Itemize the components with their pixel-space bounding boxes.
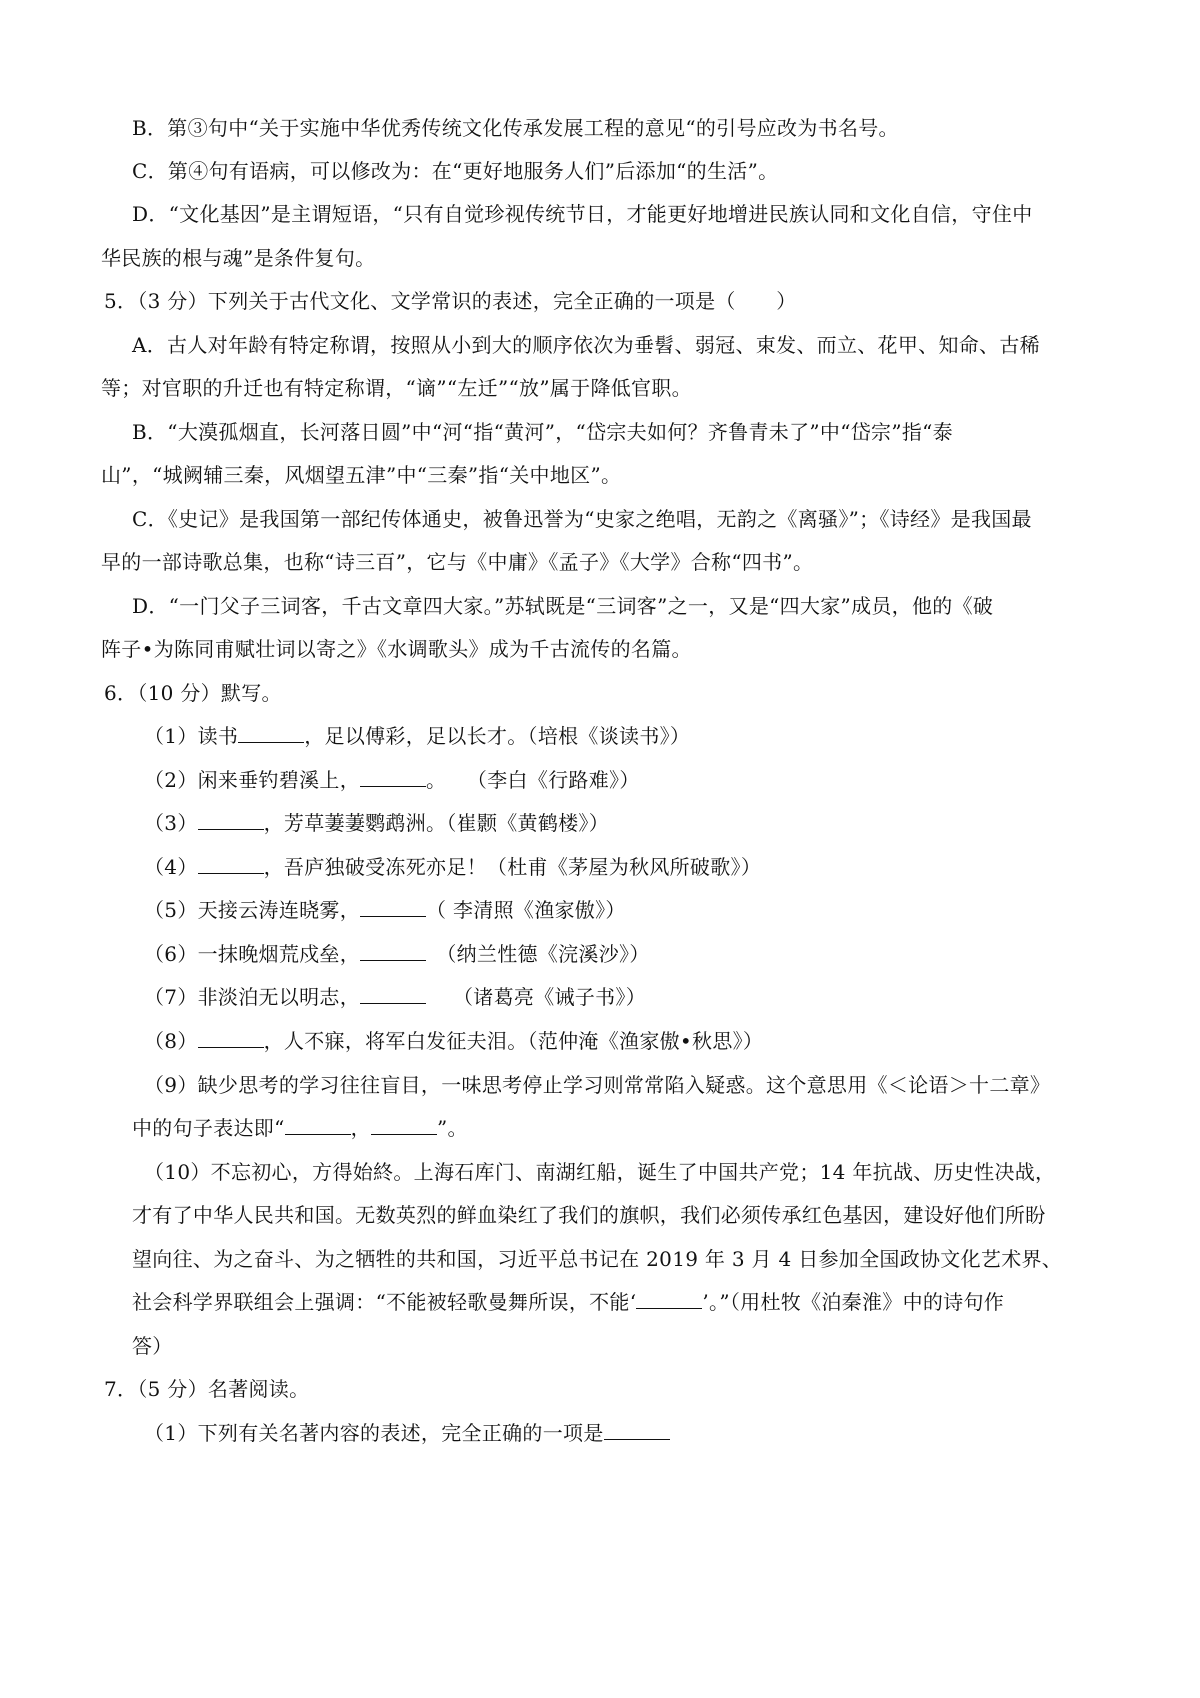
q5-option-d: D．“一门父子三词客，千古文章四大家。”苏轼既是“三词客”之一，又是“四大家”成员，他的《破 [132, 594, 994, 618]
option-c-text: C．第④句有语病，可以修改为：在“更好地服务人们”后添加“的生活”。 [132, 159, 779, 183]
answer-blank[interactable] [360, 983, 426, 1004]
fill-item-6 [144, 940, 650, 968]
q5-option-b: B．“大漠孤烟直，长河落日圆”中“河“指“黄河”，“岱宗夫如何？齐鲁青未了”中“岱宗”指“泰 [132, 420, 953, 444]
fill-item-6-before: （6）一抹晚烟荒戍垒， [144, 942, 361, 966]
option-d-text-cont: 华民族的根与魂”是条件复句。 [101, 246, 376, 270]
fill-item-1-after: ，足以傅彩，足以长才。（培根《谈读书》） [304, 724, 691, 748]
answer-blank[interactable] [198, 809, 264, 830]
fill-item-5-before: （5）天接云涛连晓雾， [144, 898, 361, 922]
q5-option-d-cont: 阵子•为陈同甫赋壮词以寄之》《水调歌头》成为千古流传的名篇。 [101, 637, 692, 661]
q5-option-b-cont: 山”，“城阙辅三秦，风烟望五津”中“三秦”指“关中地区”。 [101, 463, 622, 487]
q5-option-c-cont: 早的一部诗歌总集，也称“诗三百”，它与《中庸》《孟子》《大学》合称“四书”。 [101, 550, 814, 574]
option-b-text: B．第③句中“关于实施中华优秀传统文化传承发展工程的意见“的引号应改为书名号。 [132, 116, 899, 140]
answer-blank[interactable] [360, 940, 426, 961]
answer-blank[interactable] [371, 1114, 437, 1135]
answer-blank[interactable] [636, 1288, 702, 1309]
fill-item-10-cont-4: 答） [132, 1334, 173, 1358]
fill-item-8-after: ，人不寐，将军白发征夫泪。（范仲淹《渔家傲•秋思》） [263, 1029, 764, 1053]
fill-item-7-before: （7）非淡泊无以明志， [144, 985, 361, 1009]
fill-item-2-before: （2）闲来垂钓碧溪上， [144, 768, 361, 792]
q5-option-a-cont: 等；对官职的升迁也有特定称谓，“谪”“左迁”“放”属于降低官职。 [101, 376, 692, 400]
q7-item-1-text: （1）下列有关名著内容的表述，完全正确的一项是 [144, 1421, 604, 1445]
fill-item-5-after: （ 李清照《渔家傲》） [426, 898, 626, 922]
fill-item-9-cont [132, 1114, 468, 1142]
fill-item-1 [144, 722, 690, 750]
fill-item-4-after: ，吾庐独破受冻死亦足！（杜甫《茅屋为秋风所破歌》） [263, 855, 762, 879]
fill-item-10-after: ’。”（用杜牧《泊秦淮》中的诗句作 [702, 1290, 1005, 1314]
answer-blank[interactable] [238, 722, 304, 743]
question-6-title: 6．（10 分）默写。 [104, 681, 282, 705]
q5-option-a: A．古人对年龄有特定称谓，按照从小到大的顺序依次为垂髫、弱冠、束发、而立、花甲、知命、古稀 [132, 333, 1040, 357]
fill-item-4 [144, 853, 761, 881]
fill-item-10-cont-1: 才有了中华人民共和国。无数英烈的鲜血染红了我们的旗帜，我们必须传承红色基因，建设好他们所盼 [132, 1203, 1046, 1227]
q7-item-1 [144, 1419, 670, 1447]
answer-blank[interactable] [360, 766, 426, 787]
question-5-title: 5．（3 分）下列关于古代文化、文学常识的表述，完全正确的一项是（ ） [104, 289, 797, 313]
fill-item-4-before: （4） [144, 855, 198, 879]
fill-item-8 [144, 1027, 763, 1055]
fill-item-10-cont-3 [132, 1288, 1004, 1316]
fill-item-9-before: 中的句子表达即“ [132, 1116, 285, 1140]
fill-item-6-after: （纳兰性德《浣溪沙》） [426, 942, 650, 966]
answer-blank[interactable] [198, 853, 264, 874]
fill-item-3-after: ，芳草萋萋鹦鹉洲。（崔颢《黄鹤楼》） [263, 811, 610, 835]
fill-item-2-after: 。 （李白《行路难》） [426, 768, 640, 792]
question-7-title: 7．（5 分）名著阅读。 [104, 1377, 310, 1401]
fill-item-5 [144, 896, 626, 924]
fill-item-2 [144, 766, 640, 794]
fill-item-3-before: （3） [144, 811, 198, 835]
fill-item-7-after: （诸葛亮《诫子书》） [426, 985, 646, 1009]
answer-blank[interactable] [198, 1027, 264, 1048]
fill-item-7 [144, 983, 646, 1011]
fill-item-9-after: ”。 [436, 1116, 468, 1140]
fill-item-9: （9）缺少思考的学习往往盲目，一味思考停止学习则常常陷入疑惑。这个意思用《＜论语＞十二章》 [144, 1073, 1051, 1097]
q5-option-c: C．《史记》是我国第一部纪传体通史，被鲁迅誉为“史家之绝唱，无韵之《离骚》”；《诗经》是我国最 [132, 507, 1032, 531]
fill-item-10: （10）不忘初心，方得始終。上海石库门、南湖红船，诞生了中国共产党；14 年抗战、历史性决战， [144, 1160, 1056, 1184]
fill-item-9-middle: ， [350, 1116, 371, 1140]
option-d-text: D．“文化基因”是主谓短语，“只有自觉珍视传统节日，才能更好地增进民族认同和文化自信，守住中 [132, 202, 1033, 226]
fill-item-3 [144, 809, 609, 837]
answer-blank[interactable] [604, 1419, 670, 1440]
fill-item-1-before: （1）读书 [144, 724, 239, 748]
fill-item-10-before: 社会科学界联组会上强调：“不能被轻歌曼舞所误，不能‘ [132, 1290, 637, 1314]
fill-item-10-cont-2: 望向往、为之奋斗、为之牺牲的共和国，习近平总书记在 2019 年 3 月 4 日参加全国政协文化艺术界、 [132, 1247, 1063, 1271]
answer-blank[interactable] [360, 896, 426, 917]
answer-blank[interactable] [285, 1114, 351, 1135]
fill-item-8-before: （8） [144, 1029, 198, 1053]
